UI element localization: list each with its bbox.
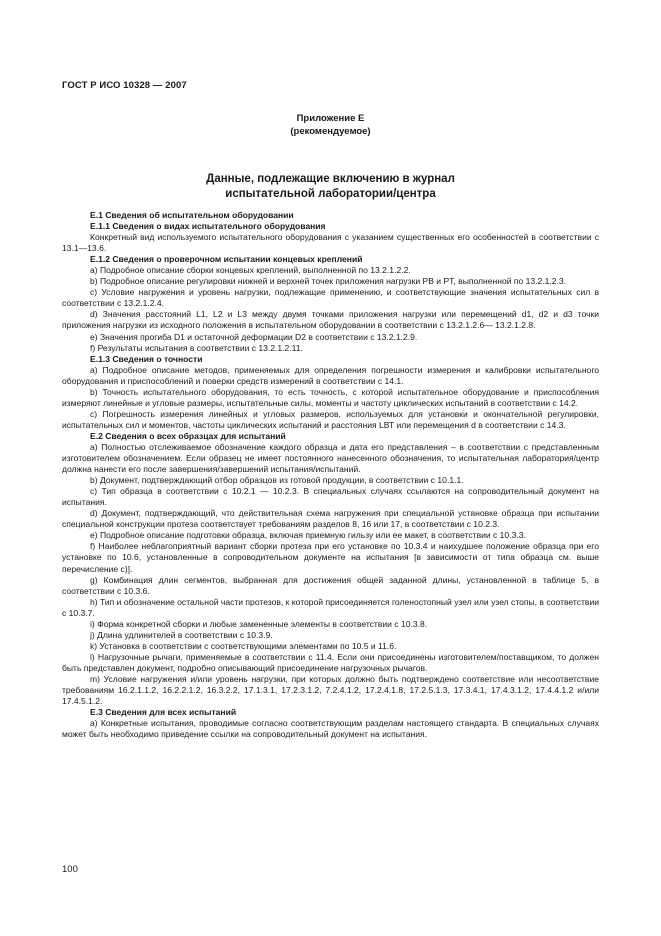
annex-title-line1: Данные, подлежащие включению в журнал — [206, 173, 455, 185]
list-item-e2-a: а) Полностью отслеживаемое обозначение каждого образца и дата его представления – в соответствии с представленным изготовителем обозначением. Если образец не имеет постоянного нанесенного обозначения, то испытательная лаборатория/центр должна нанести его после завершения/завершений испытания/испытаний. — [62, 441, 599, 475]
list-item-e2-f: f) Наиболее неблагоприятный вариант сборки протеза при его установке по 10.3.4 и наихудшее положение образца при его установке по 10.6, установленные в сопроводительном документе на испытания [в зависимости от типа образца см. выше перечисление c)]. — [62, 541, 599, 574]
annex-heading — [62, 113, 599, 138]
list-item-e2-b: b) Документ, подтверждающий отбор образцов из готовой продукции, в соответствии с 10.1.1. — [90, 475, 464, 486]
list-item-e2-d: d) Документ, подтверждающий, что действительная схема нагружения при специальной установке образца при испытании специальной конструкции протеза соответствует требованиям разделов 8, 16 или 17, в соответствии с 10.2.3. — [62, 508, 599, 530]
list-item-e1-2-a: а) Подробное описание сборки концевых креплений, выполненной по 13.2.1.2.2. — [90, 265, 411, 276]
list-item-e2-k: k) Установка в соответствии с соответствующими элементами по 10.5 и 11.6. — [90, 640, 397, 651]
standard-header: ГОСТ Р ИСО 10328 — 2007 — [62, 80, 187, 91]
list-item-e1-2-e: e) Значения прогиба D1 и остаточной деформации D2 в соответствии с 13.2.1.2.9. — [90, 331, 418, 342]
list-item-e1-3-c: c) Погрешность измерения линейных и угловых размеров, используемых для установки и окончательной регулировки, испытательных сил и моментов, частоты циклических испытаний и расстояния LВТ или перемещения d в соответствии с 14.3. — [62, 408, 599, 430]
section-heading-e1-1: Е.1.1 Сведения о видах испытательного оборудования — [90, 221, 326, 232]
document-body — [62, 210, 599, 740]
section-heading-e1-2: Е.1.2 Сведения о проверочном испытании концевых креплений — [90, 254, 363, 265]
section-heading-e1: Е.1 Сведения об испытательном оборудовании — [90, 210, 294, 220]
list-item-e1-2-c: c) Условие нагружения и уровень нагрузки, подлежащие применению, и соответствующие значения испытательных сил в соответствии с 13.2.1.2.4. — [62, 287, 599, 309]
list-item-e1-2-d: d) Значения расстояний L1, L2 и L3 между двумя точками приложения нагрузки или перемещений d1, d2 и d3 точки приложения нагрузки из исходного положения в испытательном оборудовании в соответствии с 13.2.1.2.6— 13.2.1.2.8. — [62, 309, 599, 331]
list-item-e1-3-b: b) Точность испытательного оборудования, то есть точность, с которой испытательное оборудование и приспособления измеряют линейные и угловые размеры, испытательные силы, моменты и частоту циклических испытаний в соответствии с 14.2. — [62, 386, 599, 408]
page-number: 100 — [62, 864, 78, 875]
list-item-e2-g: g) Комбинация длин сегментов, выбранная для достижения общей заданной длины, установленной в таблице 5, в соответствии с 10.3.6. — [62, 574, 599, 596]
section-heading-e3: Е.3 Сведения для всех испытаний — [90, 707, 237, 718]
list-item-e2-m: m) Условие нагружения и/или уровень нагрузки, при которых должно быть подтверждено соответствие или несоответствие требованиям 16.2.1.1.2, 16.2.2.1.2, 16.3.2.2, 17.1.3.1, 17.2.3.1.2, 7.2.4.1.2, 17.2.4.1.8, 17.2.5.1.3, 17.3.4.1, 17.4.3.1.2, 17.4.4.1.2 и/или 17.4.5.1.2. — [62, 673, 599, 707]
section-heading-e1-3: Е.1.3 Сведения о точности — [90, 353, 203, 364]
list-item-e2-l: l) Нагрузочные рычаги, применяемые в соответствии с 11.4. Если они присоединены изготовителем/поставщиком, то должен быть представлен документ, подробно описывающий присоединение нагрузочных рычагов. — [62, 651, 599, 673]
section-heading-e2: Е.2 Сведения о всех образцах для испытаний — [90, 430, 286, 441]
paragraph-e1-1: Конкретный вид используемого испытательного оборудования с указанием существенных его особенностей в соответствии с 13.1—13.6. — [62, 232, 599, 254]
list-item-e2-h: h) Тип и обозначение остальной части протезов, к которой присоединяется голеностопный узел или узел стопы, в соответствии с 10.3.7. — [62, 596, 599, 618]
annex-label: Приложение Е — [296, 113, 365, 124]
list-item-e1-3-a: а) Подробное описание методов, применяемых для определения погрешности измерения и калибровки испытательного оборудования и приспособлений и поверки средств измерений в соответствии с 14.1. — [62, 364, 599, 386]
list-item-e2-e: e) Подробное описание подготовки образца, включая приемную гильзу или ее макет, в соответствии с 10.3.3. — [90, 530, 526, 541]
annex-title-line2: испытательной лаборатории/центра — [225, 188, 436, 200]
list-item-e2-i: i) Форма конкретной сборки и любые замененные элементы в соответствии с 10.3.8. — [90, 618, 428, 629]
list-item-e2-c: c) Тип образца в соответствии с 10.2.1 — 10.2.3. В специальных случаях ссылаются на сопроводительный документ на испытания. — [62, 486, 599, 508]
list-item-e1-2-b: b) Подробное описание регулировки нижней и верхней точек приложения нагрузки PВ и PТ, выполненной по 13.2.1.2.3. — [90, 276, 566, 287]
annex-kind: (рекомендуемое) — [290, 125, 371, 137]
annex-title — [62, 172, 599, 202]
list-item-e2-j: j) Длина удлинителей в соответствии с 10.3.9. — [90, 629, 273, 640]
list-item-e3-a: а) Конкретные испытания, проводимые согласно соответствующим разделам настоящего стандарта. В специальных случаях может быть необходимо приведение ссылки на сопроводительный документ на испытания. — [62, 718, 599, 740]
list-item-e1-2-f: f) Результаты испытания в соответствии с 13.2.1.2.11. — [90, 342, 303, 353]
